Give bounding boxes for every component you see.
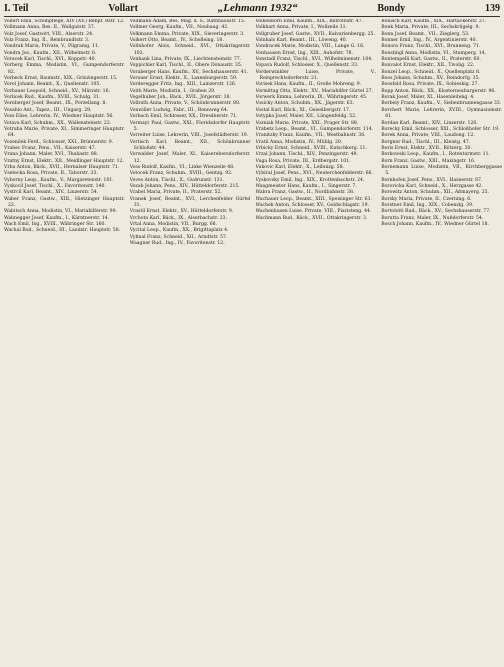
directory-entry: Vrana Johann, Maler, XVI., Thaliastr. 88.	[4, 152, 99, 158]
directory-entry: Vorbach Emil, Schlosser, XX., Dresdnerstr. 71.	[129, 114, 238, 120]
directory-entry: Bonvalot Ernst, Elektr., XII., Tivolig. 22.	[381, 63, 475, 69]
directory-entry: Vrba Anton, Bäck., XVII., Hernalser Hauptstr. 71.	[4, 164, 120, 170]
directory-entry: Vrabetz Leop., Beamt., VI., Gumpendorferstr. 114.	[255, 126, 374, 132]
directory-entry: Volkenborn Emil, Kaufm., XIX., Billrothstr. 47.	[255, 19, 363, 24]
column-3	[256, 19, 377, 665]
directory-entry: Vrbicky Ernst, Schneid., XVIII., Kutschkerg. 11.	[255, 145, 367, 151]
column-2	[130, 19, 251, 665]
directory-entry: Vyhnal Franz, Schneid., XII., Arndtstr. 57.	[129, 234, 228, 240]
directory-entry: Boris Ernst, Elektr., XVII., Rötzerg. 30.	[381, 145, 472, 151]
directory-entry: Borkowski Leop., Kaufm., I., Rotenturmstr. 11.	[381, 152, 490, 158]
directory-entry: Vornberger Josef, Beamt., IX., Porzellang. 8.	[4, 101, 107, 107]
directory-entry: Vorlicek Rud., Kaufm., XVIII., Schulg. 31.	[4, 95, 101, 101]
header-rule	[4, 16, 500, 17]
directory-entry: Vondrak Maria, Private, V., Pilgramg. 11.	[4, 44, 100, 50]
directory-entry: Borsky Maria, Private, II., Czerning. 6.	[381, 196, 472, 202]
directory-entry: Vrchota Karl, Bäck., IX., Alserbachstr. 23.	[129, 215, 228, 221]
directory-entry: Vuga Rosa, Private, III., Erdbergstr. 101.	[255, 158, 351, 164]
directory-entry: Vorberg Emma, Modistin, VI., Gumpendorferstr. 82.	[4, 63, 125, 75]
page-number: 139	[484, 3, 500, 14]
directory-entry: Boos Johann, Schuhm., XV., Reindorfg. 35.	[381, 76, 480, 82]
directory-entry: Borecky Emil, Schlosser, XXI., Schloßhofer Str. 19.	[381, 126, 500, 132]
directory-entry: Vrabel Maria, Private, II., Praterstr. 52.	[129, 190, 222, 196]
directory-entry: Bornemann Luise, Modistin, VII., Kirchberggasse 5.	[381, 164, 502, 177]
directory-entry: Vorwerk Emma, Lehrerin, IX., Währingerstr. 45.	[255, 95, 368, 101]
directory-entry: Voves Anton, Tischl., X., Gudrunstr. 131.	[129, 177, 224, 183]
running-header	[4, 2, 500, 16]
directory-entry: Wachal Rud., Schneid., III., Landstr. Hauptstr. 58.	[4, 228, 121, 234]
directory-entry: Vollmer Georg, Kaufm., VII., Neubaug. 42.	[129, 25, 229, 31]
column-4	[381, 19, 502, 665]
directory-entry: Vortisch Karl, Beamt., XII., Schönbrunner Schloßstr. 44.	[129, 139, 251, 151]
directory-entry: Vozenilek Ferd., Schlosser, XXI., Brünnerstr. 9.	[4, 139, 114, 145]
directory-entry: Volz Josef, Gastwirt, VIII., Alserstr. 24.	[4, 31, 94, 37]
directory-entry: Volkhart Anna, Private, I., Wollzeile 31.	[255, 25, 347, 31]
directory-entry: Vranek Josef, Beamt., XVI., Lerchenfelder Gürtel 31.	[129, 196, 251, 208]
directory-entry: Bonk Maria, Private, III., Sechskrügelg. 9.	[381, 25, 480, 31]
directory-entry: Vonhausen Ernst, Ing., XIII., Auhofstr. 78.	[255, 50, 353, 56]
column-1	[4, 19, 125, 665]
directory-entry: Bonzel Leop., Schneid., X., Quellenplatz 8.	[381, 69, 481, 75]
directory-entry: Vrtal Anna, Modistin, VII., Burgg. 68.	[129, 222, 218, 227]
directory-entry: Wachmann Rud., Bäck., XVII., Ottakringerstr. 3.	[255, 215, 368, 221]
directory-entry: Voracek Karl, Tischl., XVI., Koppstr. 40.	[4, 57, 97, 63]
directory-entry: Borchert Marie, Lehrerin, XVIII., Gymnasiumstr. 61.	[381, 107, 502, 120]
directory-entry: Bopp Anton, Bäck., XX., Klosterneuburgerstr. 96.	[381, 88, 496, 94]
directory-entry: Vormittag Otto, Elektr., XV., Mariahilfer Gürtel 27.	[255, 88, 374, 94]
directory-entry: Vratil Anna, Modistin, IV., Mühlg. 20.	[255, 139, 343, 145]
directory-entry: Vorderegger Fritz, Ing., XIII., Lainzerstr. 126.	[129, 82, 237, 88]
directory-title: „Lehmann 1932“	[217, 2, 298, 14]
left-guide-word: Vollart	[108, 3, 138, 14]
directory-entry: Volnhals Karl, Beamt., III., Löweng. 40.	[255, 38, 348, 44]
directory-entry: Waagner Rud., Ing., IV., Favoritenstr. 12.	[129, 241, 225, 247]
right-guide-word: Bondy	[377, 3, 406, 14]
directory-entry: Borak Josef, Maler, XI., Hasenleiteng. 4.	[381, 95, 475, 101]
directory-entry: Vollnhofer Alois, Schneid., XVI., Ottakringerstr. 102.	[129, 44, 251, 56]
part-label: I. Teil	[4, 3, 29, 14]
directory-entry: Volkert Otto, Beamt., IV., Schelleing. 18.	[129, 38, 224, 44]
directory-entry: Vsetecka Rosa, Private, II., Taborstr. 33.	[4, 171, 98, 177]
directory-entry: Vostal Karl, Bäck., XI., Geiselbergstr. 17.	[255, 107, 351, 113]
directory-entry: Borek Anna, Private, VIII., Laudong. 12.	[381, 133, 475, 139]
directory-entry: Bornhofen Josef, Pens., XVI., Hasnerstr. 87.	[381, 177, 483, 183]
directory-entry: Vyskocil Josef, Tischl., X., Favoritenstr. 140.	[4, 183, 106, 189]
directory-entry: Vratny Ernst, Elektr., XII., Meidlinger Hauptstr. 12.	[4, 158, 124, 164]
directory-entry: Borgner Rud., Tischl., III., Kleistg. 47.	[381, 139, 471, 145]
directory-entry: Vyborny Leop., Kaufm., V., Margaretenstr. 101.	[4, 177, 114, 183]
directory-entry: Volkmann Emma, Private, XIX., Sieveringerstr. 3.	[129, 31, 245, 37]
directory-entry: Borowitz Anton, Schuhm., XII., Aßmayerg. 25.	[381, 190, 490, 196]
directory-entry: Wabra Franz, Gastw., II., Nordbahnstr. 38.	[255, 190, 355, 196]
directory-entry: Vonbank Lina, Private, IX., Liechtensteinstr. 77.	[129, 57, 242, 63]
directory-entry: Votocek Franz, Schuhm., XVIII., Gentzg. 92.	[129, 171, 233, 177]
directory-entry: Voss Elise, Lehrerin, IV., Wiedner Hauptstr. 56.	[4, 114, 114, 120]
directory-entry: Vorauer Ernst, Elektr., X., Laxenburgerstr. 59.	[129, 76, 238, 82]
directory-entry: Vrabec Franz, Pens., VII., Kaiserstr. 47.	[4, 145, 97, 151]
directory-entry: Vorreiter Luise, Lehrerin, VIII., Josefstädterstr. 19.	[129, 133, 249, 139]
directory-entry: Bosch Johann, Kaufm., IV., Wiedner Gürtel 18.	[381, 222, 489, 227]
directory-entry: Vollert Emil, Schuhpflege, XIV (XV.) Rebpf. Rstr. 12.	[4, 19, 125, 24]
directory-entry: Vorderwinkler Luise, Private, V., Reinprechtsdorferstr. 21.	[255, 69, 377, 82]
directory-entry: Waber Franz, Gastw., XIII., Hietzinger Hauptstr. 22.	[4, 196, 125, 208]
directory-entry: Vollmann Adam, Bes. Mag. d. S., Rathhausstr. 15.	[129, 19, 246, 24]
directory-entry: Borovicka Karl, Schneid., X., Herzgasse 42.	[381, 183, 483, 189]
directory-entry: Voss Rudolf, Kaufm., VI., Linke Wienzeile 48.	[129, 164, 235, 170]
directory-entry: Bordan Karl, Beamt., XIV., Linzerstr. 128.	[381, 120, 478, 126]
directory-entry: Borbely Franz, Kaufm., V., Siebenbrunnengasse 33.	[381, 101, 502, 107]
directory-entry: Voraberger Hans, Kaufm., XV., Sechshauserstr. 41.	[129, 69, 249, 75]
directory-entry: Vollrath Anna, Private, V., Schönbrunnerstr. 88.	[129, 101, 241, 107]
directory-entry: Vormayr Paul, Gastw., XXI., Floridsdorfer Hauptstr. 5.	[129, 120, 251, 132]
directory-entry: Vrzal Johann, Tischl., XIV., Penzingerstr. 49.	[255, 152, 358, 158]
directory-entry: Bonisch Karl, Kaufm., XIX., Hartäckerstr. 27.	[381, 19, 487, 24]
directory-entry: Boosfeld Rosa, Private, IX., Sobieskig. 27.	[381, 82, 479, 88]
directory-entry: Vystrcil Karl, Beamt., XIV., Linzerstr. 54.	[4, 190, 99, 196]
directory-entry: Bontempelli Karl, Gastw., II., Praterstr. 60.	[381, 57, 481, 63]
directory-entry: Votruba Marie, Private, XI., Simmeringer Hauptstr. 64.	[4, 126, 125, 139]
directory-entry: Wabitsch Anna, Modistin, VI., Mariahilferstr. 99.	[4, 209, 117, 215]
directory-entry: Vollmann Anna, Bes. II., Wallgutstr. 37.	[4, 25, 96, 31]
directory-entry: Voppichler Karl, Tischl., II., Obere Donaustr. 35.	[129, 63, 243, 69]
directory-entry: Bonner Emil, Ing., IV., Argentinierstr. 40.	[381, 38, 477, 44]
directory-entry: Votava Karl, Schuhm., XX., Wallensteinstr. 22.	[4, 120, 112, 126]
directory-entry: Vyskovsky Emil, Ing., XIX., Krottenbachstr. 24.	[255, 177, 365, 183]
directory-entry: Wachenhusen Luise, Private, VIII., Piaristeng. 44.	[255, 209, 372, 215]
directory-entry: Born Franz, Gastw., XIII., Maxingstr. 16.	[381, 158, 476, 164]
directory-entry: Vukovic Karl, Elektr., X., Leibnizg. 58.	[255, 164, 344, 170]
directory-entry: Borstner Emil, Ing., XIX., Cobenzlg. 39.	[381, 202, 474, 208]
directory-entry: Vollgruber Josef, Gastw., XVII., Kalvarienbergg. 25.	[255, 31, 375, 37]
directory-entry: Vozab Johann, Pens., XIV., Hütteldorferstr. 215.	[129, 183, 240, 189]
directory-entry: Vopava Rudolf, Schlosser, X., Quellenstr. 33.	[255, 63, 359, 69]
directory-entry: Vondracek Marie, Modistin, VIII., Lange G. 16.	[255, 44, 365, 50]
directory-entry: Wachauer Leop., Beamt., XIII., Speisinger Str. 63.	[255, 196, 372, 202]
directory-entry: Vosahlo Ant., Tapez., III., Ungarg. 29.	[4, 107, 92, 113]
directory-entry: Borutta Franz, Maler, IX., Nußdorferstr. 54.	[381, 215, 484, 221]
directory-entry: Vycital Leop., Kaufm., XX., Brigittaplatz 4.	[129, 228, 229, 234]
directory-entry: Vybiral Josef, Pens., XVI., Neulerchenfelderstr. 66.	[255, 171, 373, 177]
directory-entry: Vonwiller Ludwig, Fabr., III., Rennweg 64.	[129, 107, 229, 113]
listing-columns	[4, 19, 502, 665]
directory-entry: Vonstadl Franz, Tischl., XVI., Wilhelminenstr. 104.	[255, 57, 373, 63]
directory-entry: Bonora Franz, Tischl., XVI., Brunneng. 71.	[381, 44, 481, 50]
directory-entry: Wachek Anton, Schlosser, XV., Goldschlagstr. 19.	[255, 202, 369, 208]
directory-entry: Vranitzky Franz, Kaufm., VII., Westbahnstr. 36.	[255, 133, 366, 139]
directory-entry: Vorisek Hans, Kaufm., II., Große Mohreng. 9.	[255, 82, 362, 88]
directory-entry: Waagmeister Hans, Kaufm., I., Singerstr. 7.	[255, 183, 357, 189]
directory-entry: Vorbeck Ernst, Baumstr., XIX., Grinzingerstr. 15.	[4, 76, 118, 82]
directory-entry: Vozniak Marie, Private, XXI., Prager Str. 88.	[255, 120, 359, 126]
directory-entry: Vorhauer Leopold, Schneid., XV., Märzstr. 16.	[4, 88, 110, 94]
directory-entry: Vorel Johann, Beamt., X., Quellenstr. 105.	[4, 82, 101, 88]
directory-entry: Vorwalder Josef, Maler, XI., Kaiserebersdorferstr. 12.	[129, 152, 251, 164]
directory-entry: Votypka Josef, Maler, XII., Längenfeldg. 52.	[255, 114, 357, 120]
directory-entry: Voith Marie, Modistin, I., Graben 29.	[129, 88, 216, 94]
directory-entry: Vogelhuber Joh., Bäck., XVII., Jörgerstr. 38.	[129, 95, 231, 101]
directory-entry: Bortolotti Rud., Bäck., XV., Sechshauserstr. 77.	[381, 209, 491, 215]
directory-entry: Wabnegger Josef, Kaufm., I., Kärntnerstr. 14.	[4, 215, 109, 221]
directory-entry: Bonn Josef, Beamt., VII., Zieglerg. 53.	[381, 31, 470, 37]
directory-entry: Vondra Jos., Kaufm., XII., Wilhelmstr. 6.	[4, 50, 97, 56]
directory-entry: Bonstingl Anna, Modistin, VI., Stumperg. 14.	[381, 50, 487, 56]
directory-entry: Vosicky Anton, Schuhm., XX., Jägerstr. 63.	[255, 101, 354, 107]
directory-entry: Wach Emil, Ing., XVIII., Währinger Str. 160.	[4, 222, 106, 227]
directory-entry: Volz Franz, Ing. II., Rembrandtstr. 3.	[4, 38, 90, 44]
directory-entry: Vrastil Ernst, Elektr., XV., Hütteldorferstr. 9.	[129, 209, 234, 215]
